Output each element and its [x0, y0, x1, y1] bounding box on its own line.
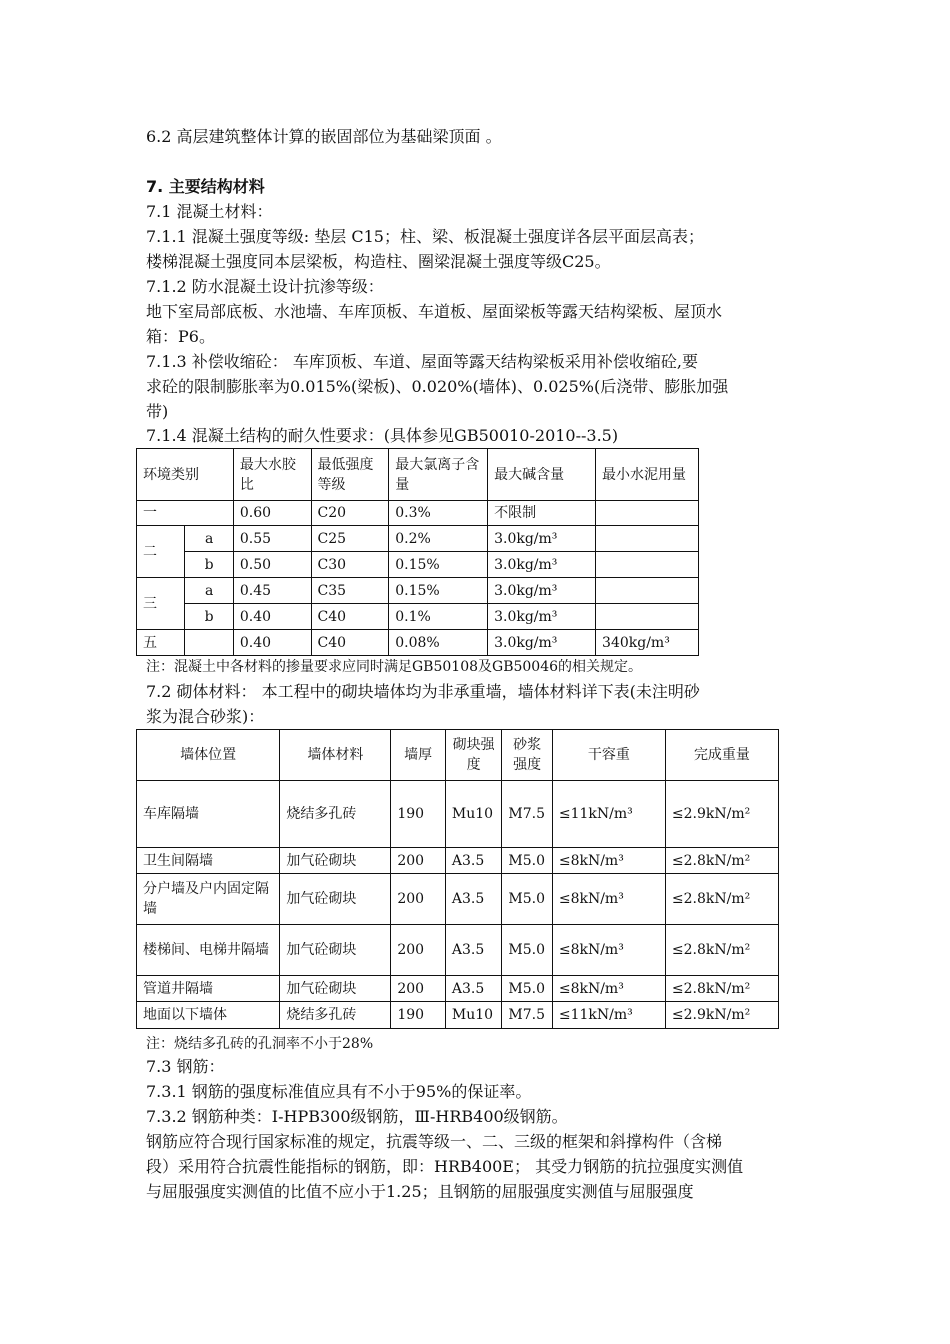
- table-cell: 190: [391, 1002, 446, 1029]
- table-cell: 分户墙及户内固定隔墙: [137, 874, 280, 925]
- table-header-row: [137, 449, 699, 501]
- table2-note: 注：烧结多孔砖的孔洞率不小于28%: [146, 1036, 374, 1052]
- durability-table: [136, 448, 699, 656]
- table-cell: A3.5: [445, 925, 502, 976]
- paragraph-7-1: 7.1 混凝土材料：: [146, 202, 273, 221]
- table-cell: C40: [311, 630, 389, 656]
- table-cell: Mu10: [445, 1002, 502, 1029]
- paragraph-7-2-line1: 7.2 砌体材料： 本工程中的砌块墙体均为非承重墙，墙体材料详下表(未注明砂: [146, 682, 700, 701]
- table-row: [137, 552, 699, 578]
- paragraph-7-2-line2: 浆为混合砂浆)：: [146, 707, 265, 726]
- table-cell: M7.5: [502, 1002, 552, 1029]
- table-cell: 五: [137, 630, 185, 656]
- table-cell: 三: [137, 578, 185, 630]
- table-cell: 0.1%: [389, 604, 488, 630]
- table-cell: M5.0: [502, 848, 552, 874]
- table-cell: 一: [137, 501, 234, 526]
- table-cell: 0.45: [233, 578, 311, 604]
- table-cell: [596, 552, 699, 578]
- table-cell: M7.5: [502, 781, 552, 848]
- table-cell: ≤2.8kN/m²: [665, 976, 778, 1002]
- table-cell: a: [185, 526, 233, 552]
- table-cell: 0.40: [233, 604, 311, 630]
- table-cell: 加气砼砌块: [280, 976, 391, 1002]
- table-cell: ≤2.9kN/m²: [665, 1002, 778, 1029]
- table-cell: C35: [311, 578, 389, 604]
- header-cell: 环境类别: [137, 449, 234, 501]
- table-cell: b: [185, 604, 233, 630]
- paragraph-7-3-line2: 段）采用符合抗震性能指标的钢筋，即：HRB400E； 其受力钢筋的抗拉强度实测值: [146, 1157, 744, 1176]
- table-cell: 烧结多孔砖: [280, 1002, 391, 1029]
- paragraph-7-1-3-line3: 带): [146, 402, 169, 421]
- table-cell: A3.5: [445, 976, 502, 1002]
- paragraph-7-1-2-line2: 箱：P6。: [146, 327, 215, 346]
- table-cell: C40: [311, 604, 389, 630]
- table-cell: ≤8kN/m³: [552, 848, 665, 874]
- table-cell: ≤8kN/m³: [552, 976, 665, 1002]
- table-row: [137, 578, 699, 604]
- header-cell: 砌块强度: [445, 730, 502, 781]
- table-cell: ≤11kN/m³: [552, 1002, 665, 1029]
- table-cell: Mu10: [445, 781, 502, 848]
- table-cell: ≤2.8kN/m²: [665, 925, 778, 976]
- table-cell: [596, 578, 699, 604]
- paragraph-7-3-line1: 钢筋应符合现行国家标准的规定，抗震等级一、二、三级的框架和斜撑构件（含梯: [146, 1132, 723, 1151]
- table-cell: ≤8kN/m³: [552, 874, 665, 925]
- paragraph-7-1-2-line1: 地下室局部底板、水池墙、车库顶板、车道板、屋面梁板等露天结构梁板、屋顶水: [146, 302, 723, 321]
- table-cell: 200: [391, 976, 446, 1002]
- table-cell: 190: [391, 781, 446, 848]
- table-cell: 0.2%: [389, 526, 488, 552]
- header-cell: 最小水泥用量: [596, 449, 699, 501]
- table-cell: 二: [137, 526, 185, 578]
- header-cell: 最大氯离子含量: [389, 449, 488, 501]
- paragraph-7-3-line3: 与屈服强度实测值的比值不应小于1.25；且钢筋的屈服强度实测值与屈服强度: [146, 1182, 694, 1201]
- table-cell: 卫生间隔墙: [137, 848, 280, 874]
- paragraph-7-3-2: 7.3.2 钢筋种类：Ⅰ-HPB300级钢筋，Ⅲ-HRB400级钢筋。: [146, 1107, 568, 1126]
- paragraph-7-1-4: 7.1.4 混凝土结构的耐久性要求：(具体参见GB50010-2010--3.5): [146, 426, 619, 445]
- header-cell: 干容重: [552, 730, 665, 781]
- table-cell: C20: [311, 501, 389, 526]
- paragraph-6-2: 6.2 高层建筑整体计算的嵌固部位为基础梁顶面 。: [146, 127, 502, 146]
- table-cell: 0.50: [233, 552, 311, 578]
- table-cell: M5.0: [502, 976, 552, 1002]
- table-cell: 地面以下墙体: [137, 1002, 280, 1029]
- table-cell: 200: [391, 925, 446, 976]
- table-cell: b: [185, 552, 233, 578]
- table-cell: 0.55: [233, 526, 311, 552]
- table-row: [137, 781, 779, 848]
- table-cell: [596, 501, 699, 526]
- paragraph-7-1-1-line1: 7.1.1 混凝土强度等级: 垫层 C15；柱、梁、板混凝土强度详各层平面层高表；: [146, 227, 704, 246]
- paragraph-7-1-3-line1: 7.1.3 补偿收缩砼： 车库顶板、车道、屋面等露天结构梁板采用补偿收缩砼,要: [146, 352, 698, 371]
- table-cell: 加气砼砌块: [280, 874, 391, 925]
- table-cell: 加气砼砌块: [280, 848, 391, 874]
- header-cell: 墙体材料: [280, 730, 391, 781]
- header-cell: 墙厚: [391, 730, 446, 781]
- table-cell: A3.5: [445, 874, 502, 925]
- table-cell: 加气砼砌块: [280, 925, 391, 976]
- table-cell: M5.0: [502, 925, 552, 976]
- table-cell: [596, 526, 699, 552]
- table-cell: 车库隔墙: [137, 781, 280, 848]
- table-cell: 0.15%: [389, 578, 488, 604]
- header-cell: 最大水胶比: [233, 449, 311, 501]
- table-cell: 3.0kg/m³: [488, 552, 596, 578]
- paragraph-7-3: 7.3 钢筋：: [146, 1057, 225, 1076]
- table-row: [137, 925, 779, 976]
- table-cell: [185, 630, 233, 656]
- table-cell: a: [185, 578, 233, 604]
- masonry-table: [136, 729, 779, 1029]
- table-cell: 200: [391, 874, 446, 925]
- table-cell: 不限制: [488, 501, 596, 526]
- table-cell: 0.60: [233, 501, 311, 526]
- table-row: [137, 874, 779, 925]
- table-cell: [596, 604, 699, 630]
- table-row: [137, 976, 779, 1002]
- table-cell: 3.0kg/m³: [488, 578, 596, 604]
- section-7-heading: 7. 主要结构材料: [146, 177, 265, 196]
- table-row: [137, 501, 699, 526]
- table-cell: 0.40: [233, 630, 311, 656]
- table1-note: 注：混凝土中各材料的掺量要求应同时满足GB50108及GB50046的相关规定。: [146, 659, 643, 675]
- table-cell: ≤2.9kN/m²: [665, 781, 778, 848]
- header-cell: 完成重量: [665, 730, 778, 781]
- table-cell: 3.0kg/m³: [488, 604, 596, 630]
- table-cell: ≤8kN/m³: [552, 925, 665, 976]
- table-row: [137, 526, 699, 552]
- table-row: [137, 1002, 779, 1029]
- table-cell: C25: [311, 526, 389, 552]
- table-cell: ≤2.8kN/m²: [665, 848, 778, 874]
- header-cell: 最低强度等级: [311, 449, 389, 501]
- table-cell: 3.0kg/m³: [488, 526, 596, 552]
- table-cell: 200: [391, 848, 446, 874]
- paragraph-7-1-1-line2: 楼梯混凝土强度同本层梁板，构造柱、圈梁混凝土强度等级C25。: [146, 252, 611, 271]
- table-row: [137, 848, 779, 874]
- table-row: [137, 630, 699, 656]
- table-cell: 0.15%: [389, 552, 488, 578]
- header-cell: 砂浆强度: [502, 730, 552, 781]
- table-cell: ≤11kN/m³: [552, 781, 665, 848]
- table-cell: 管道井隔墙: [137, 976, 280, 1002]
- table-cell: C30: [311, 552, 389, 578]
- header-cell: 最大碱含量: [488, 449, 596, 501]
- table-cell: 楼梯间、电梯井隔墙: [137, 925, 280, 976]
- table-cell: ≤2.8kN/m²: [665, 874, 778, 925]
- table-cell: M5.0: [502, 874, 552, 925]
- table-cell: 烧结多孔砖: [280, 781, 391, 848]
- table-cell: 0.08%: [389, 630, 488, 656]
- table-cell: 3.0kg/m³: [488, 630, 596, 656]
- table-header-row: [137, 730, 779, 781]
- paragraph-7-1-2: 7.1.2 防水混凝土设计抗渗等级：: [146, 277, 384, 296]
- table-row: [137, 604, 699, 630]
- paragraph-7-1-3-line2: 求砼的限制膨胀率为0.015%(梁板)、0.020%(墙体)、0.025%(后浇带、膨胀加强: [146, 377, 729, 396]
- paragraph-7-3-1: 7.3.1 钢筋的强度标准值应具有不小于95%的保证率。: [146, 1082, 532, 1101]
- header-cell: 墙体位置: [137, 730, 280, 781]
- table-cell: 340kg/m³: [596, 630, 699, 656]
- table-cell: A3.5: [445, 848, 502, 874]
- table-cell: 0.3%: [389, 501, 488, 526]
